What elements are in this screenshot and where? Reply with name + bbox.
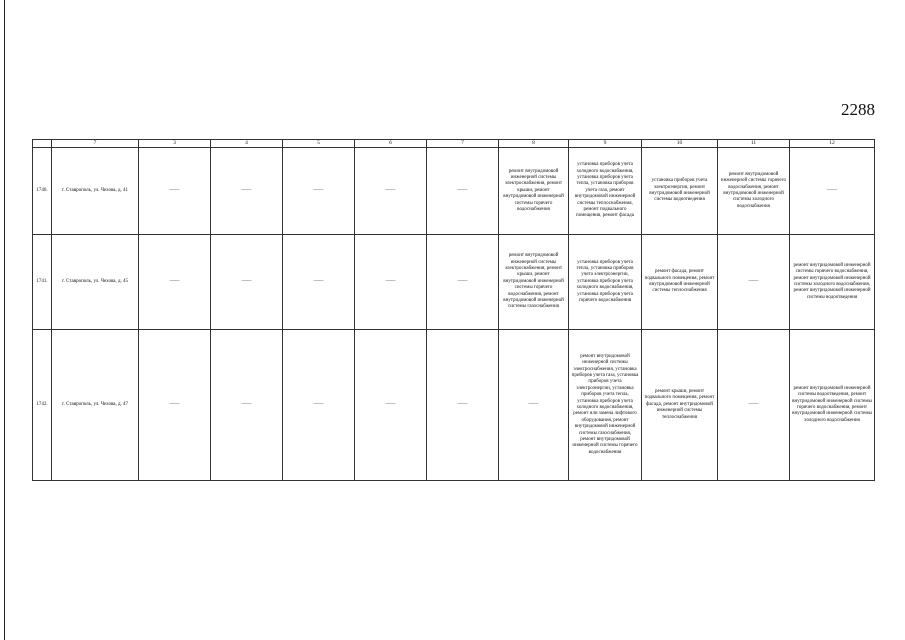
cell-col8: ремонт внутридомовой инженерной системы электроснабжения, ремонт крыши, ремонт внутридомовой инженерной системы горячего водоснабжения: [499, 148, 569, 235]
header-cell: 6: [355, 140, 427, 148]
table-row: [33, 148, 875, 235]
cell-col6: ——: [355, 148, 427, 235]
cell-col4: ——: [211, 235, 283, 330]
cell-col5: ——: [283, 330, 355, 481]
cell-col7: ——: [427, 330, 499, 481]
cell-col12: ремонт внутридомовой инженерной системы горячего водоснабжения, ремонт внутридомовой инженерной системы холодного водоснабжения, ремонт внутридомовой инженерной системы водоотведения: [790, 235, 875, 330]
header-cell: 4: [211, 140, 283, 148]
row-number: 1740.: [33, 148, 52, 235]
cell-col12: ——: [790, 148, 875, 235]
cell-col3: ——: [139, 235, 211, 330]
header-cell: 5: [283, 140, 355, 148]
cell-col11: ремонт внутридомовой инженерной системы горячего водоснабжения, ремонт внутридомовой инженерной системы холодного водоснабжения: [718, 148, 790, 235]
cell-col4: ——: [211, 148, 283, 235]
header-cell: 7: [52, 140, 139, 148]
header-row: [33, 140, 875, 148]
header-cell: 7: [427, 140, 499, 148]
cell-col3: ——: [139, 148, 211, 235]
cell-col11: ——: [718, 235, 790, 330]
cell-col8: ремонт внутридомовой инженерной системы электроснабжения, ремонт крыши, ремонт внутридомовой инженерной системы горячего водоснабжения, ремонт внутридомовой инженерной системы газоснабжения: [499, 235, 569, 330]
header-cell: 10: [642, 140, 718, 148]
cell-col8: ——: [499, 330, 569, 481]
cell-col10: ремонт крыши, ремонт подвального помещения, ремонт фасада, ремонт внутридомовой инженерной системы теплоснабжения: [642, 330, 718, 481]
cell-col7: ——: [427, 235, 499, 330]
cell-col10: ремонт фасада, ремонт подвального помещения, ремонт внутридомовой инженерной системы теплоснабжения: [642, 235, 718, 330]
register-table: [32, 139, 875, 481]
row-number: 1742.: [33, 330, 52, 481]
cell-col10: установка приборов учета электроэнергии, ремонт внутридомовой инженерной системы водоотведения: [642, 148, 718, 235]
cell-col5: ——: [283, 235, 355, 330]
table-row: [33, 235, 875, 330]
cell-col9: установка приборов учета холодного водоснабжения, установка приборов учета тепла, установка приборов учета газа, ремонт внутридомовой инженерной системы теплоснабжения, ремонт подвального помещения, ремонт фасада: [569, 148, 642, 235]
cell-col12: ремонт внутридомовой инженерной системы водоотведения, ремонт внутридомовой инженерной системы горячего водоснабжения, ремонт внутридомовой инженерной системы холодного водоснабжения: [790, 330, 875, 481]
cell-col5: ——: [283, 148, 355, 235]
cell-col3: ——: [139, 330, 211, 481]
cell-col11: ——: [718, 330, 790, 481]
row-number: 1741.: [33, 235, 52, 330]
cell-col6: ——: [355, 330, 427, 481]
header-cell: 8: [499, 140, 569, 148]
row-address: г. Ставрополь, ул. Чехова, д. 41: [52, 148, 139, 235]
cell-col9: ремонт внутридомовой инженерной системы электроснабжения, установка приборов учета газа, установка приборов учета электроэнергии, установка приборов учета тепла, установка приборов учета холодного водоснабжения, ремонт или замена лифтового оборудования, ремонт внутридомовой инженерной системы газоснабжения, ремонт внутридомовой инженерной системы горячего водоснабжения: [569, 330, 642, 481]
cell-col9: установка приборов учета тепла, установка приборов учета электроэнергии, установка приборов учета холодного водоснабжения, установка приборов учета горячего водоснабжения: [569, 235, 642, 330]
header-cell: 3: [139, 140, 211, 148]
header-cell: 11: [718, 140, 790, 148]
cell-col7: ——: [427, 148, 499, 235]
page-left-border: [4, 0, 5, 640]
header-cell-blank: [33, 140, 52, 148]
page-number: 2288: [841, 100, 875, 119]
cell-col6: ——: [355, 235, 427, 330]
header-cell: 9: [569, 140, 642, 148]
cell-col4: ——: [211, 330, 283, 481]
header-cell: 12: [790, 140, 875, 148]
row-address: г. Ставрополь, ул. Чехова, д. 45: [52, 235, 139, 330]
row-address: г. Ставрополь, ул. Чехова, д. 47: [52, 330, 139, 481]
table-row: [33, 330, 875, 481]
